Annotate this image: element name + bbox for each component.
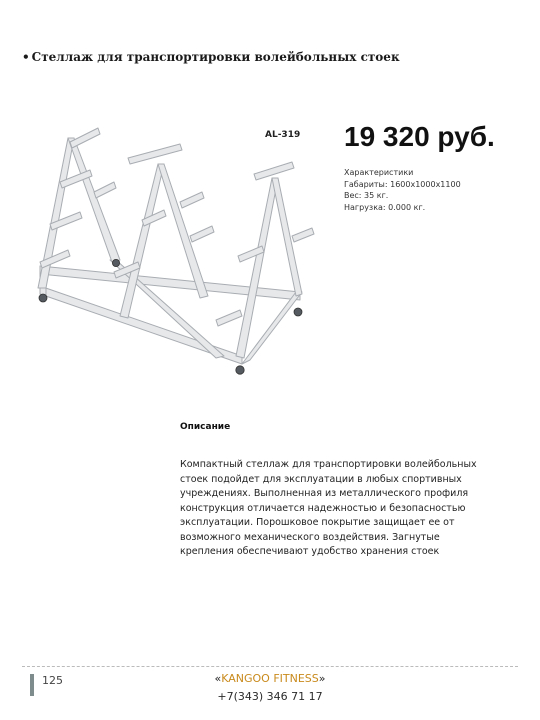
description-line: Компактный стеллаж для транспортировки волейбольных: [180, 459, 477, 470]
page-title: [22, 50, 400, 64]
description-line: учреждениях. Выполненная из металлического профиля: [180, 488, 469, 499]
product-image: [10, 120, 328, 380]
footer-divider: [22, 666, 518, 667]
description-heading: Описание: [180, 422, 231, 432]
spec-dimensions: Габариты: 1600х1000х1100: [344, 179, 461, 189]
brand-quote-close: »: [318, 672, 326, 685]
spec-weight: Вес: 35 кг.: [344, 191, 389, 200]
phone-number: +7(343) 346 71 17: [217, 690, 323, 703]
description-line: конструкция отличается надежностью и безопасностью: [180, 502, 466, 514]
brand-name: [200, 672, 340, 685]
description-text: [180, 458, 520, 560]
brand-quote-open: «: [214, 672, 222, 685]
page-number: 125: [42, 674, 63, 687]
brand-text: KANGOO FITNESS: [221, 672, 319, 685]
description-line: стоек подойдет для эксплуатации в любых спортивных: [180, 473, 462, 485]
footer-mark: [30, 674, 34, 696]
price: 19 320 руб.: [344, 121, 495, 152]
specs-heading: Характеристики: [344, 168, 414, 177]
title-bullet: •: [22, 50, 30, 64]
specs-block: [344, 167, 461, 213]
description-line: возможного механического воздействия. Загнутые: [180, 531, 440, 543]
description-line: эксплуатации. Порошковое покрытие защищает ее от: [180, 517, 455, 528]
model-code: AL-319: [265, 130, 301, 140]
description-line: крепления обеспечивают удобство хранения стоек: [180, 546, 440, 557]
title-text: Стеллаж для транспортировки волейбольных стоек: [31, 50, 400, 64]
spec-load: Нагрузка: 0.000 кг.: [344, 202, 426, 212]
